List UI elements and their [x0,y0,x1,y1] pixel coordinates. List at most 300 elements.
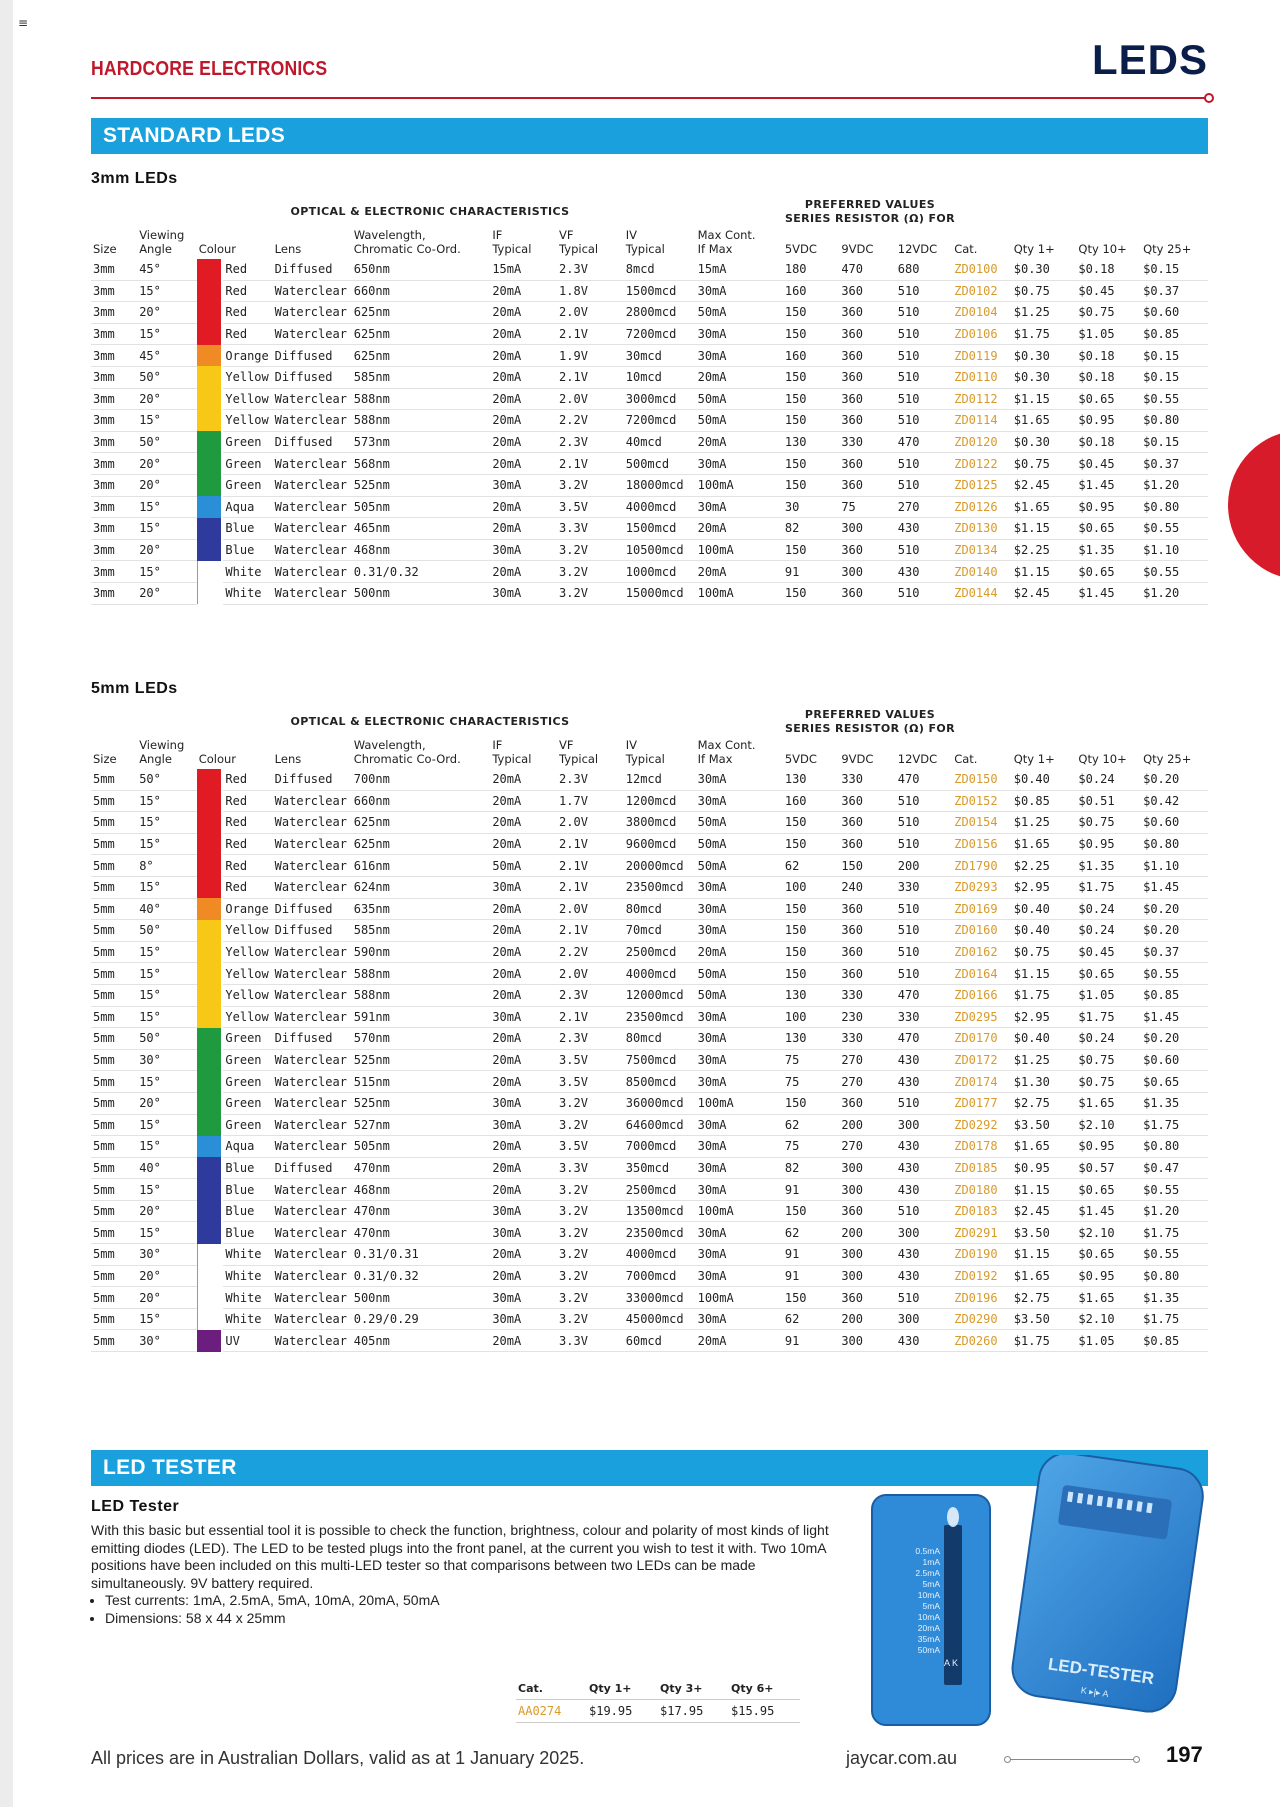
cell-cat[interactable]: ZD0170 [952,1028,1012,1050]
cell-cat[interactable]: ZD0130 [952,518,1012,540]
cell-max-cont: 20mA [696,941,783,963]
cell-qty-1: $0.75 [1012,280,1077,302]
cell-cat[interactable]: ZD0295 [952,1006,1012,1028]
cell-res-5vdc: 150 [783,474,839,496]
cell-qty-10: $1.35 [1076,539,1141,561]
menu-icon[interactable]: ≡ [18,16,29,30]
cell-if-typical: 20mA [490,496,557,518]
footer-url[interactable]: jaycar.com.au [846,1748,958,1768]
scale-4: 10mA [917,1590,940,1600]
cell-qty-25: $0.55 [1141,518,1208,540]
cell-colour: Aqua [223,1136,272,1158]
cell-colour-swatch [197,431,224,453]
col-header-if-typical: IF Typical [492,228,532,256]
cell-viewing-angle: 15° [137,496,197,518]
cell-cat[interactable]: ZD0169 [952,898,1012,920]
cell-res-9vdc: 150 [839,855,895,877]
cell-res-9vdc: 330 [839,431,895,453]
cell-lens: Waterclear [273,1092,352,1114]
cell-cat[interactable]: ZD0114 [952,410,1012,432]
cell-lens: Waterclear [273,1071,352,1093]
cell-cat[interactable]: ZD0178 [952,1136,1012,1158]
cell-vf-typical: 3.2V [557,1092,624,1114]
scale-0: 0.5mA [915,1546,940,1556]
cell-colour: Orange [223,345,272,367]
cell-viewing-angle: 15° [137,984,197,1006]
cell-qty-10: $0.95 [1076,1136,1141,1158]
cell-vf-typical: 3.2V [557,1179,624,1201]
cell-res-5vdc: 160 [783,280,839,302]
cell-cat[interactable]: ZD0166 [952,984,1012,1006]
cell-qty-1: $1.15 [1012,561,1077,583]
cell-iv-typical: 7500mcd [624,1049,696,1071]
led-tester-product-image [860,1455,1210,1730]
table-row [91,790,1208,812]
cell-qty-10: $0.95 [1076,410,1141,432]
cell-cat[interactable]: ZD0180 [952,1179,1012,1201]
cell-size: 5mm [91,812,137,834]
cell-qty-1: $1.65 [1012,1136,1077,1158]
cell-res-12vdc: 510 [896,920,952,942]
cell-iv-typical: 8mcd [624,259,696,280]
cell-wavelength: 573nm [352,431,491,453]
cell-wavelength: 505nm [352,496,491,518]
led-tester-description: With this basic but essential tool it is possible to check the function, brightness, colour and polarity of most kinds of light emitting diodes (LED). The LED to be tested plugs into the front panel, at the current you wish to test it with. Two 10mA positions have been included on this multi-LED tester so that comparisons between two LEDs can be made simultaneously. 9V battery required. [91,1522,829,1591]
cell-colour: Blue [223,1200,272,1222]
cell-cat[interactable]: ZD0291 [952,1222,1012,1244]
table-row [91,280,1208,302]
table-row [91,963,1208,985]
cell-qty-10: $1.65 [1076,1287,1141,1309]
cell-qty-1: $1.15 [1012,518,1077,540]
cell-max-cont: 20mA [696,561,783,583]
cell-res-9vdc: 360 [839,474,895,496]
cell-lens: Waterclear [273,1244,352,1266]
price-header-cat: Cat. [516,1680,587,1700]
cell-wavelength: 616nm [352,855,491,877]
cell-iv-typical: 500mcd [624,453,696,475]
cell-res-12vdc: 510 [896,833,952,855]
cell-if-typical: 20mA [490,410,557,432]
table-row [91,1114,1208,1136]
cell-max-cont: 30mA [696,790,783,812]
cell-colour-swatch [197,1179,224,1201]
cell-vf-typical: 2.1V [557,366,624,388]
colour-swatch [197,1028,221,1050]
colour-swatch [197,539,221,561]
cell-colour: Aqua [223,496,272,518]
cell-res-9vdc: 330 [839,769,895,790]
cell-if-typical: 20mA [490,518,557,540]
cell-vf-typical: 3.5V [557,1136,624,1158]
cell-cat[interactable]: ZD0293 [952,876,1012,898]
col-header-res-12vdc: 12VDC [897,752,938,766]
cell-colour: Red [223,833,272,855]
colour-swatch [197,302,221,324]
bullet-dimensions: • Dimensions: 58 x 44 x 25mm [105,1610,831,1628]
cell-cat[interactable]: ZD0102 [952,280,1012,302]
cell-qty-10: $0.65 [1076,561,1141,583]
cell-cat[interactable]: ZD0174 [952,1071,1012,1093]
cell-res-12vdc: 430 [896,518,952,540]
cell-cat[interactable]: ZD0100 [952,259,1012,280]
cell-colour: Red [223,769,272,790]
cell-max-cont: 30mA [696,496,783,518]
cell-res-5vdc: 150 [783,323,839,345]
cell-cat[interactable]: ZD0292 [952,1114,1012,1136]
cell-wavelength: 588nm [352,984,491,1006]
cell-vf-typical: 3.2V [557,561,624,583]
cell-size: 5mm [91,920,137,942]
cell-qty-1: $2.25 [1012,855,1077,877]
cell-colour: Blue [223,1157,272,1179]
cell-max-cont: 20mA [696,1330,783,1352]
cell-cat[interactable]: ZD0156 [952,833,1012,855]
cell-colour: Green [223,1114,272,1136]
cell-qty-1: $0.40 [1012,920,1077,942]
cell-viewing-angle: 20° [137,474,197,496]
cell-cat[interactable]: ZD0164 [952,963,1012,985]
cell-cat[interactable]: ZD0160 [952,920,1012,942]
cell-res-9vdc: 360 [839,453,895,475]
cell-if-typical: 20mA [490,561,557,583]
cell-size: 5mm [91,1330,137,1352]
cell-cat[interactable]: ZD0183 [952,1200,1012,1222]
cell-qty-10: $0.51 [1076,790,1141,812]
cell-wavelength: 650nm [352,259,491,280]
cell-qty-10: $2.10 [1076,1222,1141,1244]
cell-cat[interactable]: ZD0185 [952,1157,1012,1179]
cell-viewing-angle: 15° [137,1006,197,1028]
cell-wavelength: 515nm [352,1071,491,1093]
col-header-viewing-angle: Viewing Angle [139,228,185,256]
cell-cat[interactable]: ZD0150 [952,769,1012,790]
cell-cat[interactable]: ZD0152 [952,790,1012,812]
cell-colour: White [223,1244,272,1266]
cell-qty-25: $0.15 [1141,345,1208,367]
col-header-qty-10: Qty 10+ [1078,752,1127,766]
cell-vf-typical: 3.2V [557,1287,624,1309]
footer-prices-note: All prices are in Australian Dollars, valid as at 1 January 2025. [91,1748,585,1768]
colour-swatch [197,1136,221,1158]
cell-if-typical: 20mA [490,1049,557,1071]
cell-cat[interactable]: ZD0140 [952,561,1012,583]
colour-swatch [197,1222,221,1244]
cell-max-cont: 30mA [696,345,783,367]
cell-viewing-angle: 15° [137,561,197,583]
cell-res-9vdc: 360 [839,790,895,812]
cell-qty-10: $1.05 [1076,323,1141,345]
table-row [91,388,1208,410]
col-header-max-cont: Max Cont. If Max [697,738,756,766]
page-number: 197 [1166,1742,1203,1767]
cell-wavelength: 625nm [352,323,491,345]
cell-colour: White [223,582,272,604]
cell-res-9vdc: 270 [839,1136,895,1158]
table-row [91,1308,1208,1330]
cell-res-9vdc: 360 [839,388,895,410]
table-row [91,1179,1208,1201]
cell-res-5vdc: 150 [783,812,839,834]
cell-max-cont: 30mA [696,1028,783,1050]
cell-vf-typical: 3.2V [557,474,624,496]
cell-qty-1: $0.40 [1012,769,1077,790]
cell-if-typical: 20mA [490,1028,557,1050]
table-row [91,920,1208,942]
cell-lens: Diffused [273,1028,352,1050]
cell-res-12vdc: 430 [896,1071,952,1093]
cell-viewing-angle: 50° [137,769,197,790]
cell-vf-typical: 2.1V [557,855,624,877]
cell-lens: Diffused [273,431,352,453]
cell-res-5vdc: 130 [783,1028,839,1050]
cell-res-5vdc: 62 [783,1308,839,1330]
cell-cat[interactable]: ZD0162 [952,941,1012,963]
table-row [91,1244,1208,1266]
colour-swatch [197,984,221,1006]
cell-max-cont: 100mA [696,1200,783,1222]
cell-size: 3mm [91,366,137,388]
cell-vf-typical: 2.3V [557,259,624,280]
cell-cat[interactable]: ZD0104 [952,302,1012,324]
cell-cat[interactable]: ZD0110 [952,366,1012,388]
cell-res-5vdc: 150 [783,582,839,604]
cell-colour-swatch [197,1071,224,1093]
cell-res-12vdc: 270 [896,496,952,518]
colour-swatch [197,1049,221,1071]
cell-if-typical: 20mA [490,1244,557,1266]
cell-lens: Waterclear [273,1049,352,1071]
cell-max-cont: 100mA [696,539,783,561]
cell-colour-swatch [197,1200,224,1222]
cell-qty-10: $0.24 [1076,1028,1141,1050]
cell-qty-10: $1.75 [1076,876,1141,898]
chapter-tab-marker [1228,430,1280,580]
cell-cat[interactable]: ZD0192 [952,1265,1012,1287]
cell-wavelength: 505nm [352,1136,491,1158]
cell-iv-typical: 80mcd [624,898,696,920]
cell-qty-25: $0.37 [1141,941,1208,963]
col-header-res-9vdc: 9VDC [841,752,874,766]
cell-lens: Waterclear [273,963,352,985]
cell-qty-1: $3.50 [1012,1222,1077,1244]
cell-colour: Red [223,280,272,302]
cell-qty-1: $1.25 [1012,1049,1077,1071]
cell-viewing-angle: 50° [137,1028,197,1050]
cell-vf-typical: 2.2V [557,410,624,432]
cell-viewing-angle: 15° [137,1222,197,1244]
cell-lens: Waterclear [273,984,352,1006]
cell-size: 5mm [91,790,137,812]
cell-qty-25: $0.55 [1141,561,1208,583]
cell-colour: Blue [223,518,272,540]
cell-colour-swatch [197,474,224,496]
table-row [91,1265,1208,1287]
cell-if-typical: 15mA [490,259,557,280]
cell-max-cont: 30mA [696,1114,783,1136]
cell-vf-typical: 2.1V [557,876,624,898]
cell-res-12vdc: 430 [896,1330,952,1352]
cell-cat[interactable]: ZD0196 [952,1287,1012,1309]
device-label: LED-TESTER [1046,1654,1156,1689]
cell-lens: Waterclear [273,539,352,561]
cell-res-12vdc: 330 [896,876,952,898]
cell-size: 5mm [91,769,137,790]
cell-qty-1: $1.15 [1012,1244,1077,1266]
cell-cat[interactable]: ZD0119 [952,345,1012,367]
cell-iv-typical: 60mcd [624,1330,696,1352]
cell-viewing-angle: 20° [137,1200,197,1222]
cell-cat[interactable]: ZD0190 [952,1244,1012,1266]
cell-res-12vdc: 430 [896,1244,952,1266]
cell-qty-10: $1.05 [1076,984,1141,1006]
cell-cat[interactable]: ZD0122 [952,453,1012,475]
table-row [91,1287,1208,1309]
cell-res-12vdc: 430 [896,1265,952,1287]
colour-swatch [197,769,221,790]
cell-lens: Waterclear [273,941,352,963]
cell-colour-swatch [197,496,224,518]
cell-max-cont: 15mA [696,259,783,280]
cell-colour: Green [223,474,272,496]
col-header-res-5vdc: 5VDC [784,752,817,766]
cell-size: 5mm [91,1244,137,1266]
cell-size: 5mm [91,1092,137,1114]
cell-max-cont: 30mA [696,769,783,790]
cell-lens: Waterclear [273,561,352,583]
col-header-res-9vdc: 9VDC [841,242,874,256]
cell-qty-1: $2.95 [1012,876,1077,898]
cell-size: 5mm [91,1265,137,1287]
cell-res-9vdc: 200 [839,1114,895,1136]
cell-iv-typical: 9600mcd [624,833,696,855]
cell-max-cont: 100mA [696,1287,783,1309]
cell-res-12vdc: 430 [896,1136,952,1158]
cell-if-typical: 20mA [490,431,557,453]
cell-res-5vdc: 82 [783,1157,839,1179]
cell-res-12vdc: 510 [896,941,952,963]
cell-vf-typical: 1.7V [557,790,624,812]
cell-iv-typical: 12mcd [624,769,696,790]
cell-colour: Green [223,1028,272,1050]
cell-res-9vdc: 360 [839,280,895,302]
scale-2: 2.5mA [915,1568,940,1578]
cell-lens: Waterclear [273,1200,352,1222]
cell-res-5vdc: 150 [783,941,839,963]
cell-iv-typical: 13500mcd [624,1200,696,1222]
cell-colour: Red [223,876,272,898]
cell-qty-10: $0.65 [1076,388,1141,410]
cell-iv-typical: 7200mcd [624,410,696,432]
cell-colour-swatch [197,539,224,561]
cell-wavelength: 590nm [352,941,491,963]
cell-lens: Waterclear [273,1330,352,1352]
cell-cat[interactable]: ZD0177 [952,1092,1012,1114]
colour-swatch [197,1006,221,1028]
cell-viewing-angle: 8° [137,855,197,877]
colour-swatch [197,1114,221,1136]
cell-if-typical: 30mA [490,1222,557,1244]
cell-qty-10: $2.10 [1076,1114,1141,1136]
colour-swatch [197,561,221,583]
cell-wavelength: 588nm [352,963,491,985]
cell-lens: Waterclear [273,855,352,877]
cell-colour-swatch [197,769,224,790]
cell-qty-10: $1.75 [1076,1006,1141,1028]
cell-cat[interactable]: ZD0120 [952,431,1012,453]
cell-size: 5mm [91,876,137,898]
cell-qty-25: $1.10 [1141,855,1208,877]
cell-viewing-angle: 15° [137,812,197,834]
cell-max-cont: 50mA [696,302,783,324]
colour-swatch [197,518,221,540]
cell-cat[interactable]: ZD0125 [952,474,1012,496]
cell-cat[interactable]: ZD1790 [952,855,1012,877]
cell-res-12vdc: 330 [896,1006,952,1028]
cell-res-9vdc: 300 [839,1265,895,1287]
cell-lens: Waterclear [273,453,352,475]
cell-qty-10: $0.18 [1076,259,1141,280]
price-cat-link[interactable]: AA0274 [516,1700,587,1723]
cell-wavelength: 585nm [352,920,491,942]
cell-res-12vdc: 510 [896,812,952,834]
brand-title: HARDCORE ELECTRONICS [91,58,328,80]
cell-cat[interactable]: ZD0112 [952,388,1012,410]
cell-vf-typical: 2.3V [557,769,624,790]
cell-cat[interactable]: ZD0172 [952,1049,1012,1071]
cell-cat[interactable]: ZD0154 [952,812,1012,834]
cell-cat[interactable]: ZD0290 [952,1308,1012,1330]
colour-swatch [197,582,221,604]
cell-size: 5mm [91,1071,137,1093]
cell-wavelength: 625nm [352,302,491,324]
colour-swatch [197,1092,221,1114]
table-row [91,1071,1208,1093]
cell-cat[interactable]: ZD0106 [952,323,1012,345]
cell-res-5vdc: 150 [783,453,839,475]
cell-qty-1: $1.15 [1012,1179,1077,1201]
cell-vf-typical: 2.2V [557,941,624,963]
cell-res-5vdc: 150 [783,1092,839,1114]
cell-viewing-angle: 15° [137,941,197,963]
cell-if-typical: 20mA [490,898,557,920]
table-row [91,582,1208,604]
cell-size: 5mm [91,1200,137,1222]
cell-colour-swatch [197,1308,224,1330]
cell-qty-10: $0.65 [1076,963,1141,985]
cell-cat[interactable]: ZD0260 [952,1330,1012,1352]
cell-qty-10: $0.18 [1076,431,1141,453]
cell-cat[interactable]: ZD0126 [952,496,1012,518]
cell-qty-25: $0.80 [1141,496,1208,518]
cell-colour: White [223,1287,272,1309]
cell-cat[interactable]: ZD0134 [952,539,1012,561]
price-header-qty1: Qty 1+ [587,1680,658,1700]
cell-viewing-angle: 30° [137,1049,197,1071]
cell-wavelength: 468nm [352,539,491,561]
cell-colour: Blue [223,1179,272,1201]
bullet-test-currents: • Test currents: 1mA, 2.5mA, 5mA, 10mA, 20mA, 50mA [105,1592,831,1610]
cell-size: 5mm [91,984,137,1006]
cell-colour-swatch [197,963,224,985]
colour-swatch [197,388,221,410]
cell-cat[interactable]: ZD0144 [952,582,1012,604]
colour-swatch [197,345,221,367]
table-row [91,1222,1208,1244]
cell-res-9vdc: 360 [839,410,895,432]
cell-colour-swatch [197,388,224,410]
cell-res-5vdc: 180 [783,259,839,280]
